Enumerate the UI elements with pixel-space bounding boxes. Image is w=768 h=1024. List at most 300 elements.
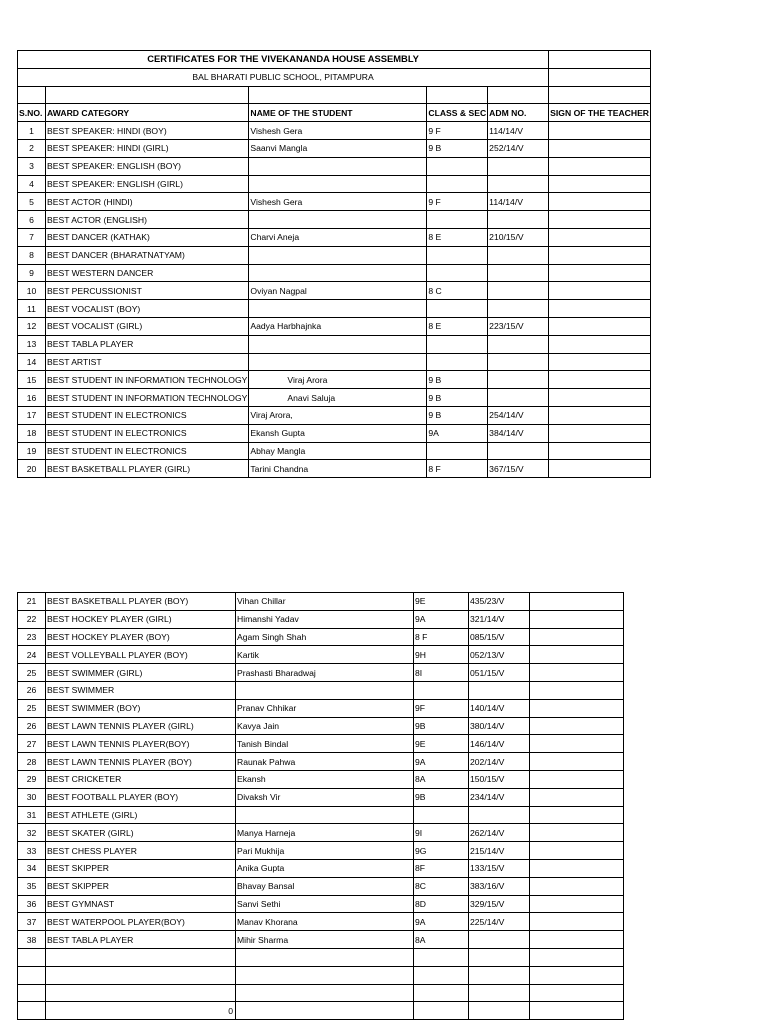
table-row: [18, 424, 651, 442]
row-adm-no: 215/14/V: [469, 842, 530, 860]
row-adm-no: [488, 211, 549, 229]
row-class-sec: 9 B: [427, 139, 488, 157]
row-sno: 28: [18, 753, 46, 771]
row-adm-no: [469, 806, 530, 824]
row-category: BEST LAWN TENNIS PLAYER (BOY): [46, 753, 236, 771]
row-adm-no: [488, 371, 549, 389]
table-row: [18, 442, 651, 460]
title-row: [18, 51, 651, 69]
row-adm-no: 252/14/V: [488, 139, 549, 157]
row-student-name: [236, 806, 414, 824]
table-row: [18, 859, 624, 877]
row-adm-no: 262/14/V: [469, 824, 530, 842]
row-category: BEST FOOTBALL PLAYER (BOY): [46, 788, 236, 806]
row-student-name: [236, 681, 414, 699]
row-adm-no: 321/14/V: [469, 610, 530, 628]
row-class-sec: 8F: [414, 859, 469, 877]
table-row: [18, 717, 624, 735]
row-class-sec: 9A: [414, 610, 469, 628]
row-adm-no: 435/23/V: [469, 593, 530, 611]
row-class-sec: 9E: [414, 593, 469, 611]
header-row: [18, 104, 651, 122]
row-category: BEST DANCER (BHARATNATYAM): [46, 246, 249, 264]
row-class-sec: [427, 264, 488, 282]
row-class-sec: [414, 948, 469, 966]
table-row: [18, 193, 651, 211]
row-adm-no: 225/14/V: [469, 913, 530, 931]
row-class-sec: 9G: [414, 842, 469, 860]
row-sign: [530, 948, 624, 966]
row-category: BEST LAWN TENNIS PLAYER(BOY): [46, 735, 236, 753]
row-student-name: Kavya Jain: [236, 717, 414, 735]
row-sno: 12: [18, 317, 46, 335]
row-sno: 10: [18, 282, 46, 300]
row-sign: [549, 228, 651, 246]
row-category: BEST STUDENT IN INFORMATION TECHNOLOGY: [46, 389, 249, 407]
row-adm-no: 223/15/V: [488, 317, 549, 335]
row-sign: [549, 300, 651, 318]
empty-cell: [46, 86, 249, 104]
row-sign: [530, 824, 624, 842]
row-student-name: Charvi Aneja: [249, 228, 427, 246]
row-category: BEST STUDENT IN ELECTRONICS: [46, 406, 249, 424]
row-sign: [530, 984, 624, 1002]
row-category: BEST SKIPPER: [46, 877, 236, 895]
row-class-sec: [414, 681, 469, 699]
row-adm-no: [469, 948, 530, 966]
row-category: BEST TABLA PLAYER: [46, 931, 236, 949]
empty-cell: [549, 51, 651, 69]
row-category: BEST VOLLEYBALL PLAYER (BOY): [46, 646, 236, 664]
row-category: BEST HOCKEY PLAYER (GIRL): [46, 610, 236, 628]
row-sno: 34: [18, 859, 46, 877]
row-sign: [549, 353, 651, 371]
table-row: [18, 646, 624, 664]
row-category: BEST GYMNAST: [46, 895, 236, 913]
row-student-name: Mihir Sharma: [236, 931, 414, 949]
table-row: [18, 877, 624, 895]
certificates-table-part-1: [17, 50, 651, 478]
row-sno: 27: [18, 735, 46, 753]
row-class-sec: 9B: [414, 788, 469, 806]
row-sign: [530, 1002, 624, 1020]
row-adm-no: 051/15/V: [469, 664, 530, 682]
row-student-name: Anika Gupta: [236, 859, 414, 877]
table-row: [18, 211, 651, 229]
row-student-name: Abhay Mangla: [249, 442, 427, 460]
empty-cell: [488, 86, 549, 104]
row-sign: [549, 211, 651, 229]
row-class-sec: 9E: [414, 735, 469, 753]
empty-cell: [249, 86, 427, 104]
row-category: BEST SPEAKER: ENGLISH (BOY): [46, 157, 249, 175]
row-sno: 2: [18, 139, 46, 157]
row-class-sec: 8 E: [427, 228, 488, 246]
table-row: [18, 824, 624, 842]
row-adm-no: [488, 442, 549, 460]
row-class-sec: 9A: [414, 753, 469, 771]
row-student-name: [249, 246, 427, 264]
row-class-sec: 8D: [414, 895, 469, 913]
row-class-sec: 9 B: [427, 371, 488, 389]
row-adm-no: 367/15/V: [488, 460, 549, 478]
row-class-sec: 9H: [414, 646, 469, 664]
row-student-name: Tanish Bindal: [236, 735, 414, 753]
table-row: [18, 157, 651, 175]
row-adm-no: [488, 335, 549, 353]
row-class-sec: 9 B: [427, 389, 488, 407]
row-sno: 30: [18, 788, 46, 806]
row-sno: 37: [18, 913, 46, 931]
row-adm-no: 383/16/V: [469, 877, 530, 895]
row-student-name: [236, 966, 414, 984]
row-category: BEST VOCALIST (GIRL): [46, 317, 249, 335]
row-sno: 21: [18, 593, 46, 611]
row-student-name: Viraj Arora,: [249, 406, 427, 424]
table-row: [18, 371, 651, 389]
row-sno: 4: [18, 175, 46, 193]
row-sign: [530, 895, 624, 913]
row-sign: [549, 406, 651, 424]
row-adm-no: 380/14/V: [469, 717, 530, 735]
row-category: BEST LAWN TENNIS PLAYER (GIRL): [46, 717, 236, 735]
row-adm-no: 234/14/V: [469, 788, 530, 806]
empty-cell: [427, 86, 488, 104]
row-category: BEST ACTOR (ENGLISH): [46, 211, 249, 229]
row-category: BEST WATERPOOL PLAYER(BOY): [46, 913, 236, 931]
row-category: BEST TABLA PLAYER: [46, 335, 249, 353]
row-sign: [530, 788, 624, 806]
table-row: [18, 593, 624, 611]
row-adm-no: [488, 157, 549, 175]
row-sno: 23: [18, 628, 46, 646]
row-category: BEST STUDENT IN ELECTRONICS: [46, 442, 249, 460]
row-adm-no: [488, 389, 549, 407]
row-sign: [530, 593, 624, 611]
row-adm-no: [488, 246, 549, 264]
row-class-sec: 9 B: [427, 406, 488, 424]
row-sno: [18, 966, 46, 984]
row-sno: 22: [18, 610, 46, 628]
table-row: [18, 948, 624, 966]
row-sign: [549, 282, 651, 300]
row-student-name: Vishesh Gera: [249, 122, 427, 140]
row-class-sec: 9B: [414, 717, 469, 735]
row-adm-no: 114/14/V: [488, 193, 549, 211]
row-sign: [549, 175, 651, 193]
row-class-sec: [414, 984, 469, 1002]
row-sign: [530, 735, 624, 753]
row-class-sec: 9A: [427, 424, 488, 442]
table-row: [18, 1002, 624, 1020]
school-name: BAL BHARATI PUBLIC SCHOOL, PITAMPURA: [18, 68, 549, 86]
table-row: [18, 460, 651, 478]
row-adm-no: 052/13/V: [469, 646, 530, 664]
row-adm-no: [469, 984, 530, 1002]
row-sign: [530, 646, 624, 664]
table-row: [18, 966, 624, 984]
row-student-name: Bhavay Bansal: [236, 877, 414, 895]
row-sno: 17: [18, 406, 46, 424]
table-row: [18, 842, 624, 860]
row-category: BEST CHESS PLAYER: [46, 842, 236, 860]
row-sign: [549, 335, 651, 353]
row-adm-no: 150/15/V: [469, 770, 530, 788]
row-student-name: Manya Harneja: [236, 824, 414, 842]
row-category: BEST VOCALIST (BOY): [46, 300, 249, 318]
row-adm-no: [488, 353, 549, 371]
row-student-name: [249, 175, 427, 193]
row-category: BEST BASKETBALL PLAYER (GIRL): [46, 460, 249, 478]
row-sno: 1: [18, 122, 46, 140]
table-row: [18, 175, 651, 193]
row-sign: [530, 770, 624, 788]
row-category: BEST PERCUSSIONIST: [46, 282, 249, 300]
header-sign: SIGN OF THE TEACHER: [549, 104, 651, 122]
row-class-sec: [427, 335, 488, 353]
table-row: [18, 770, 624, 788]
row-sno: 15: [18, 371, 46, 389]
row-student-name: [249, 300, 427, 318]
row-class-sec: 8 F: [427, 460, 488, 478]
row-adm-no: [488, 264, 549, 282]
row-sno: 26: [18, 717, 46, 735]
row-class-sec: [427, 300, 488, 318]
row-class-sec: 9 F: [427, 122, 488, 140]
row-sno: 14: [18, 353, 46, 371]
row-category: BEST SWIMMER (GIRL): [46, 664, 236, 682]
table-row: [18, 282, 651, 300]
row-class-sec: 8A: [414, 770, 469, 788]
table-row: [18, 389, 651, 407]
row-sign: [530, 842, 624, 860]
row-class-sec: [427, 211, 488, 229]
row-student-name: Divaksh Vir: [236, 788, 414, 806]
row-category: BEST WESTERN DANCER: [46, 264, 249, 282]
row-category: [46, 984, 236, 1002]
row-sign: [549, 460, 651, 478]
empty-cell: [549, 86, 651, 104]
row-category: BEST ACTOR (HINDI): [46, 193, 249, 211]
row-sign: [530, 717, 624, 735]
row-student-name: [236, 1002, 414, 1020]
row-student-name: Ekansh: [236, 770, 414, 788]
row-sign: [549, 442, 651, 460]
row-class-sec: 9A: [414, 913, 469, 931]
row-sno: 24: [18, 646, 46, 664]
row-sno: 32: [18, 824, 46, 842]
row-category: 0: [46, 1002, 236, 1020]
row-student-name: Vihan Chillar: [236, 593, 414, 611]
row-category: BEST SPEAKER: ENGLISH (GIRL): [46, 175, 249, 193]
row-adm-no: 133/15/V: [469, 859, 530, 877]
table-row: [18, 806, 624, 824]
row-adm-no: [469, 966, 530, 984]
row-sign: [549, 246, 651, 264]
row-sno: 19: [18, 442, 46, 460]
row-sign: [530, 610, 624, 628]
table-row: [18, 317, 651, 335]
row-sno: 36: [18, 895, 46, 913]
table-row: [18, 335, 651, 353]
row-student-name: Agam Singh Shah: [236, 628, 414, 646]
row-category: BEST STUDENT IN INFORMATION TECHNOLOGY: [46, 371, 249, 389]
row-adm-no: 146/14/V: [469, 735, 530, 753]
table-row: [18, 246, 651, 264]
row-class-sec: 8I: [414, 664, 469, 682]
row-sno: 31: [18, 806, 46, 824]
row-sign: [549, 424, 651, 442]
row-class-sec: 9F: [414, 699, 469, 717]
row-sno: 13: [18, 335, 46, 353]
row-category: BEST ARTIST: [46, 353, 249, 371]
row-class-sec: 9I: [414, 824, 469, 842]
row-category: BEST CRICKETER: [46, 770, 236, 788]
row-class-sec: 8C: [414, 877, 469, 895]
row-student-name: [249, 211, 427, 229]
row-category: BEST SPEAKER: HINDI (GIRL): [46, 139, 249, 157]
row-adm-no: 329/15/V: [469, 895, 530, 913]
row-student-name: [249, 353, 427, 371]
row-sign: [549, 122, 651, 140]
table-row: [18, 664, 624, 682]
row-sno: 11: [18, 300, 46, 318]
row-student-name: Pari Mukhija: [236, 842, 414, 860]
row-adm-no: 140/14/V: [469, 699, 530, 717]
row-category: BEST SKATER (GIRL): [46, 824, 236, 842]
document-title: CERTIFICATES FOR THE VIVEKANANDA HOUSE ASSEMBLY: [18, 51, 549, 69]
table-row: [18, 122, 651, 140]
row-sign: [549, 389, 651, 407]
row-student-name: Oviyan Nagpal: [249, 282, 427, 300]
row-sign: [530, 806, 624, 824]
row-sno: 18: [18, 424, 46, 442]
row-sno: 38: [18, 931, 46, 949]
row-student-name: [249, 335, 427, 353]
row-student-name: Pranav Chhikar: [236, 699, 414, 717]
row-adm-no: [469, 681, 530, 699]
row-sign: [530, 628, 624, 646]
table-row: [18, 699, 624, 717]
row-adm-no: [488, 282, 549, 300]
certificates-table-part-2: [17, 592, 624, 1020]
row-class-sec: 8 F: [414, 628, 469, 646]
row-student-name: Viraj Arora: [249, 371, 427, 389]
row-student-name: [249, 264, 427, 282]
row-student-name: Anavi Saluja: [249, 389, 427, 407]
empty-cell: [18, 86, 46, 104]
row-sign: [530, 699, 624, 717]
row-adm-no: [469, 1002, 530, 1020]
table-row: [18, 735, 624, 753]
row-adm-no: 085/15/V: [469, 628, 530, 646]
row-sign: [530, 681, 624, 699]
row-adm-no: 384/14/V: [488, 424, 549, 442]
row-student-name: Vishesh Gera: [249, 193, 427, 211]
row-category: BEST ATHLETE (GIRL): [46, 806, 236, 824]
row-sign: [549, 193, 651, 211]
empty-cell: [549, 68, 651, 86]
row-student-name: Raunak Pahwa: [236, 753, 414, 771]
row-sno: 25: [18, 699, 46, 717]
table-row: [18, 931, 624, 949]
row-sign: [530, 913, 624, 931]
row-student-name: [236, 984, 414, 1002]
row-sign: [530, 931, 624, 949]
table-row: [18, 139, 651, 157]
row-sno: 5: [18, 193, 46, 211]
header-class-sec: CLASS & SEC: [427, 104, 488, 122]
row-sign: [530, 877, 624, 895]
row-class-sec: 8 C: [427, 282, 488, 300]
row-sign: [549, 139, 651, 157]
row-sign: [530, 664, 624, 682]
row-class-sec: [427, 353, 488, 371]
row-student-name: Ekansh Gupta: [249, 424, 427, 442]
row-student-name: Kartik: [236, 646, 414, 664]
header-adm-no: ADM NO.: [488, 104, 549, 122]
row-sno: 25: [18, 664, 46, 682]
table-row: [18, 753, 624, 771]
table-row: [18, 913, 624, 931]
row-category: BEST BASKETBALL PLAYER (BOY): [46, 593, 236, 611]
row-sign: [549, 264, 651, 282]
row-class-sec: 8 E: [427, 317, 488, 335]
table-row: [18, 264, 651, 282]
table-row: [18, 406, 651, 424]
row-sno: 16: [18, 389, 46, 407]
row-adm-no: [469, 931, 530, 949]
row-sno: 7: [18, 228, 46, 246]
table-row: [18, 681, 624, 699]
row-sno: 3: [18, 157, 46, 175]
row-class-sec: [427, 246, 488, 264]
row-sno: 20: [18, 460, 46, 478]
table-row: [18, 628, 624, 646]
row-student-name: Sanvi Sethi: [236, 895, 414, 913]
row-class-sec: [414, 806, 469, 824]
row-class-sec: [427, 157, 488, 175]
header-name: NAME OF THE STUDENT: [249, 104, 427, 122]
row-sign: [549, 371, 651, 389]
row-class-sec: [427, 442, 488, 460]
row-sno: [18, 984, 46, 1002]
row-category: BEST HOCKEY PLAYER (BOY): [46, 628, 236, 646]
row-adm-no: 202/14/V: [469, 753, 530, 771]
table-row: [18, 788, 624, 806]
row-sign: [549, 317, 651, 335]
table-row: [18, 228, 651, 246]
row-category: [46, 948, 236, 966]
row-adm-no: [488, 175, 549, 193]
row-adm-no: [488, 300, 549, 318]
row-student-name: Himanshi Yadav: [236, 610, 414, 628]
row-category: BEST DANCER (KATHAK): [46, 228, 249, 246]
table-row: [18, 353, 651, 371]
row-student-name: Aadya Harbhajnka: [249, 317, 427, 335]
header-sno: S.NO.: [18, 104, 46, 122]
subtitle-row: [18, 68, 651, 86]
row-sno: [18, 948, 46, 966]
row-student-name: Saanvi Mangla: [249, 139, 427, 157]
table-row: [18, 895, 624, 913]
row-student-name: Prashasti Bharadwaj: [236, 664, 414, 682]
table-row: [18, 610, 624, 628]
row-sno: 33: [18, 842, 46, 860]
row-sign: [549, 157, 651, 175]
row-sno: 26: [18, 681, 46, 699]
row-category: BEST STUDENT IN ELECTRONICS: [46, 424, 249, 442]
